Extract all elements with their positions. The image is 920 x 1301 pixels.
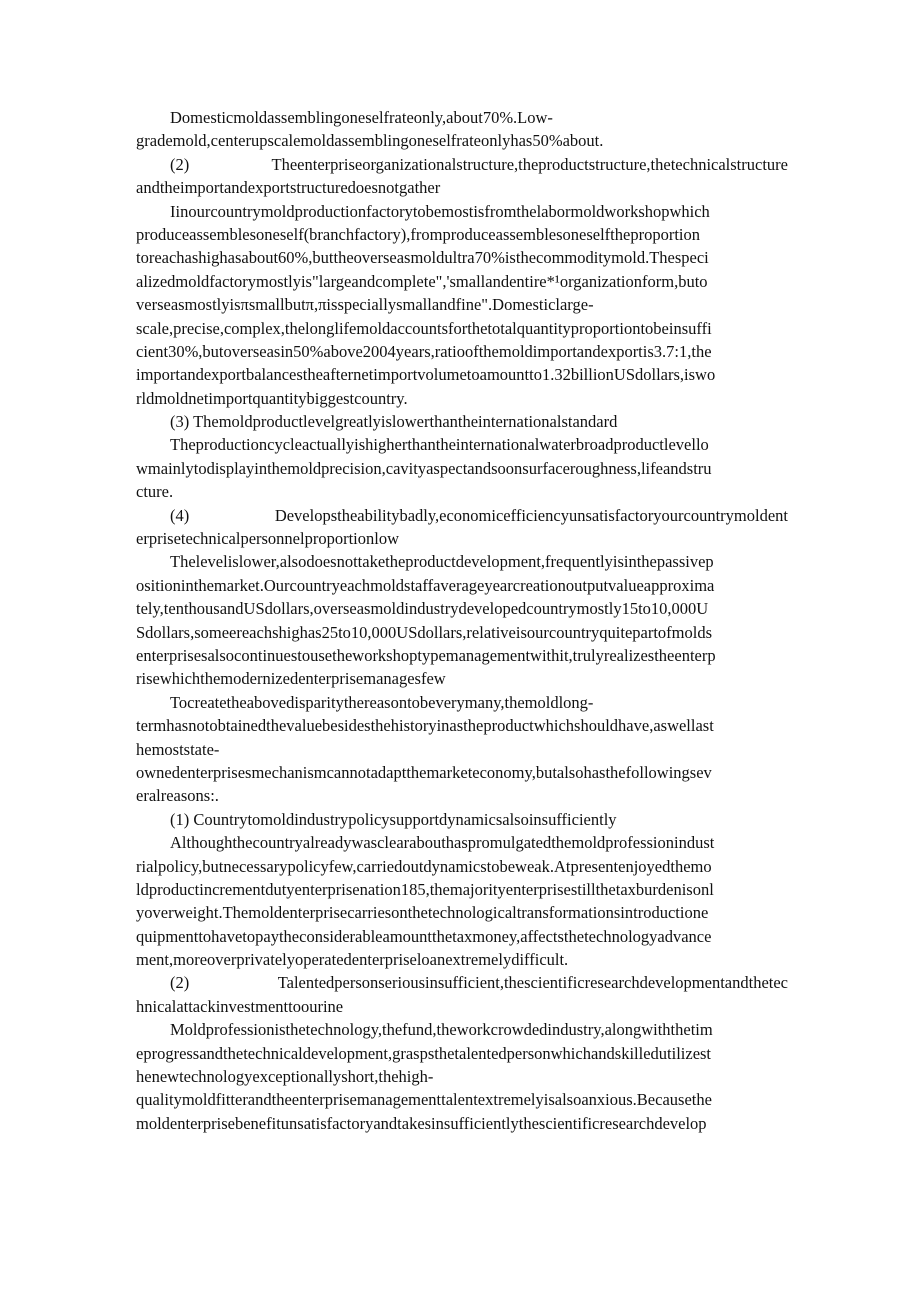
text-line: enterprisesalsocontinuestousetheworkshoptypemanagementwithit,trulyrealizestheenterp [136,645,716,665]
text-line: ownedenterprisesmechanismcannotadaptthemarketeconomy,butalsohasthefollowingsev [136,762,712,782]
text-line: Tocreatetheabovedisparitythereasontobeverymany,themoldlong- [170,692,594,712]
text-line: wmainlytodisplayinthemoldprecision,cavityaspectandsoonsurfaceroughness,lifeandstru [136,458,712,478]
text-line: toreachashighasabout60%,buttheoverseasmoldultra70%isthecommoditymold.Thespeci [136,248,709,268]
text-line: verseasmostlyisπsmallbutπ,πisspeciallysmallandfine".Domesticlarge- [136,295,594,315]
text-line: cient30%,butoverseasin50%above2004years,ratioofthemoldimportandexportis3.7:1,the [136,341,712,361]
text-line: (4) Developstheabilitybadly,economicefficiencyunsatisfactoryourcountrymoldent [170,505,788,525]
text-line: andtheimportandexportstructuredoesnotgather [136,178,441,198]
text-line: produceassemblesoneself(branchfactory),fromproduceassemblesoneselftheproportion [136,224,700,244]
text-line: hnicalattackinvestmenttoourine [136,996,344,1016]
text-line: quipmenttohavetopaytheconsiderableamountthetaxmoney,affectsthetechnologyadvance [136,926,712,946]
text-line: grademold,centerupscalemoldassemblingoneselfrateonlyhas50%about. [136,131,604,151]
text-line: rldmoldnetimportquantitybiggestcountry. [136,388,408,408]
text-line: (1) Countrytomoldindustrypolicysupportdynamicsalsoinsufficiently [170,809,617,829]
text-line: (2) Talentedpersonseriousinsufficient,thescientificresearchdevelopmentandthetec [170,973,788,993]
text-line: erprisetechnicalpersonnelproportionlow [136,529,399,549]
text-line: eralreasons:. [136,786,219,806]
text-line: Althoughthecountryalreadywasclearabouthaspromulgatedthemoldprofessionindust [170,833,715,853]
text-line: Iinourcountrymoldproductionfactorytobemostisfromthelabormoldworkshopwhich [170,201,710,221]
text-line: scale,precise,complex,thelonglifemoldaccountsforthetotalquantityproportiontobeinsuffi [136,318,712,338]
text-line: henewtechnologyexceptionallyshort,thehigh- [136,1067,434,1087]
text-line: ldproductincrementdutyenterprisenation185,themajorityenterprisestillthetaxburdenisonl [136,879,714,899]
text-line: ositioninthemarket.Ourcountryeachmoldstaffaverageyearcreationoutputvalueapproxima [136,575,715,595]
text-line: Moldprofessionisthetechnology,thefund,theworkcrowdedindustry,alongwiththetim [170,1020,713,1040]
text-line: Thelevelislower,alsodoesnottaketheproductdevelopment,frequentlyisinthepassivep [170,552,714,572]
text-line: qualitymoldfitterandtheenterprisemanagementtalentextremelyisalsoanxious.Becausethe [136,1090,712,1110]
text-line: importandexportbalancestheafternetimportvolumetoamountto1.32billionUSdollars,iswo [136,365,716,385]
text-line: ment,moreoverprivatelyoperatedenterpriseloanextremelydifficult. [136,950,569,970]
text-line: eprogressandthetechnicaldevelopment,graspsthetalentedpersonwhichandskilledutilizest [136,1043,712,1063]
text-line: cture. [136,482,174,502]
text-line: hemoststate- [136,739,220,759]
text-line: moldenterprisebenefitunsatisfactoryandtakesinsufficientlythescientificresearchdevelop [136,1113,707,1133]
document-page [136,106,788,1135]
text-line: termhasnotobtainedthevaluebesidesthehistoryinastheproductwhichshouldhave,aswellast [136,716,714,736]
text-line: yoverweight.Themoldenterprisecarriesonthetechnologicaltransformationsintroductione [136,903,709,923]
text-line: (2) Theenterpriseorganizationalstructure,theproductstructure,thetechnicalstructure [170,154,788,174]
text-line: (3) Themoldproductlevelgreatlyislowerthantheinternationalstandard [170,412,618,432]
text-line: Sdollars,someereachshighas25to10,000USdollars,relativeisourcountryquitepartofmolds [136,622,713,642]
text-line: rialpolicy,butnecessarypolicyfew,carriedoutdynamicstobeweak.Atpresentenjoyedthemo [136,856,712,876]
text-line: alizedmoldfactorymostlyis"largeandcomplete",'smallandentire*¹organizationform,buto [136,271,708,291]
text-line: Theproductioncycleactuallyishigherthantheinternationalwaterbroadproductlevello [170,435,709,455]
text-line: risewhichthemodernizedenterprisemanagesfew [136,669,446,689]
text-line: Domesticmoldassemblingoneselfrateonly,about70%.Low- [170,108,553,127]
text-line: tely,tenthousandUSdollars,overseasmoldindustrydevelopedcountrymostly15to10,000U [136,599,709,619]
